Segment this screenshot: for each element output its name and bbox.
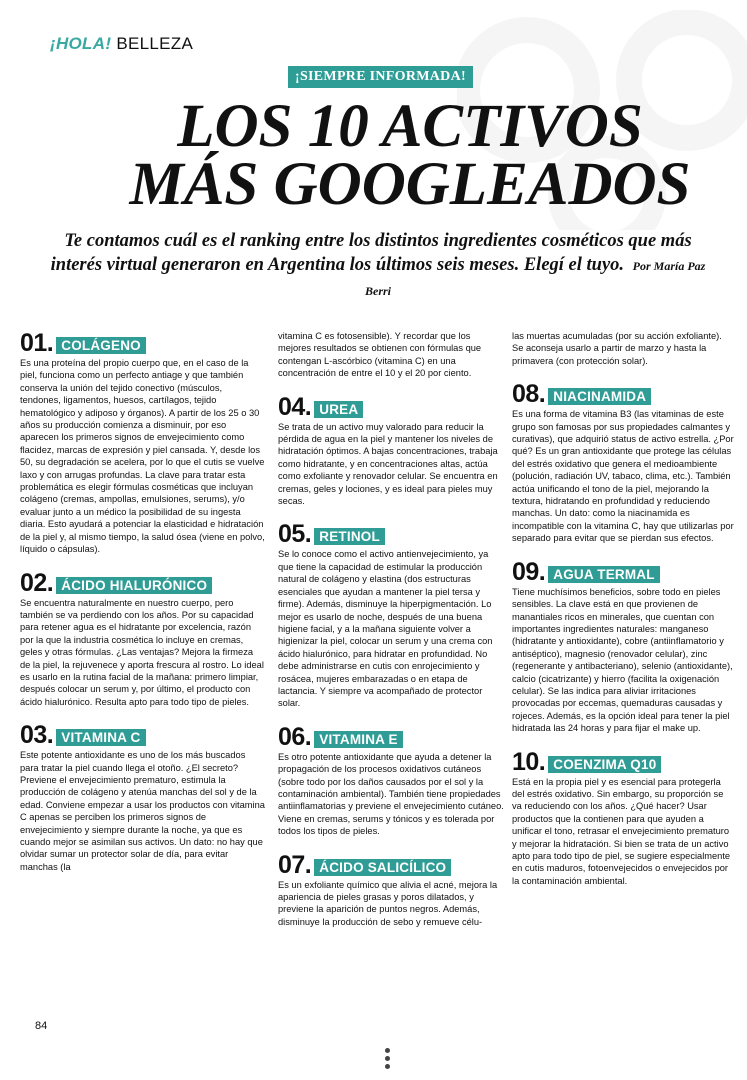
section-number: 04. — [278, 392, 312, 421]
section-heading — [20, 570, 265, 596]
column-3 — [512, 330, 734, 887]
section-body: Este potente antioxidante es uno de los más buscados para tratar la piel cuando llega el otoño. ¿El secreto? Previene el envejecimiento prematuro, estimula la producción de colágeno y atenúa manchas del sol y de la edad. Conviene empezar a usar los productos con vitamina C apenas se perciben los primeros signos de envejecimiento y siempre durante la noche, ya que es cuando mejor se asimilan sus activos. Un dato: no hay que olvidar sumar un protector solar de día, para evitar manchas (la — [20, 750, 265, 872]
section-heading — [278, 724, 506, 750]
article-title — [90, 93, 730, 218]
section-body: Es una proteína del propio cuerpo que, en el caso de la piel, funciona como un perfecto antiage y que también conserva la unión del tejido conectivo (músculos, tendones, ligamentos, huesos, cartílagos, tejido hematológico y adiposo y órganos). A partir de los 25 o 30 años su producción comienza a disminuir, por eso aparecen los primeros signos de envejecimiento como flacidez, marcas de expresión y piel cansada. Y, desde los 50, su degradación se acelera, por lo que el cutis se vuelve laxo y con arrugas profundas. La clave para tratar esta problemática es elegir fórmulas cosméticas que incluyan colágeno (cremas, ampollas, emulsiones, serums), y/o evaluar junto a un médico la posibilidad de su ingesta diaria. Esto ayudará a potenciar la elasticidad e hidratación de la piel y, al mismo tiempo, la salud ósea (viene en polvo, líquido o cápsulas). — [20, 358, 265, 555]
section-body: Es una forma de vitamina B3 (las vitaminas de este grupo son famosas por sus propiedades calmantes y curativas), que adquirió status de activo estrella. ¿Por qué? Es un gran antioxidante que protege las células del estrés oxidativo que genera el medioambiente (polución, radiación UV, tabaco, clima, etc.). También actúa unificando el tono de la piel, mejorando la textura, hidratando en profundidad y reduciendo manchas. Un dato: como la niacinamida es incompatible con la vitamina C, hay que utilizarlas por separado para evitar que se pierdan sus efectos. — [512, 409, 734, 544]
section-body: Se lo conoce como el activo antienvejecimiento, ya que tiene la capacidad de estimular la producción natural de colágeno y elastina (dos estructuras esenciales que ayudan a mantener la piel tersa y firme). Además, disminuye la hiperpigmentación. Lo mejor es usarlo de noche, después de una buena higiene facial, y a la mañana siguiente volver a higienizar la piel, colocar un serum y una crema con ácido hialurónico, para hidratar en profundidad. No debe administrarse en cutis con enrojecimiento y rosácea, mujeres embarazadas o en etapa de lactancia. Y siempre va acompañado de protector solar. — [278, 549, 493, 709]
section-heading — [512, 381, 734, 407]
magazine-header — [50, 34, 193, 54]
page-number: 84 — [35, 1020, 48, 1032]
deck-text: Te contamos cuál es el ranking entre los distintos ingredientes cosméticos que más interés virtual generaron en Argentina los últimos seis meses. Elegí el tuyo. — [50, 231, 692, 275]
section-heading — [278, 521, 506, 547]
section-number: 07. — [278, 850, 312, 879]
section-heading — [278, 394, 506, 420]
section-body: Se encuentra naturalmente en nuestro cuerpo, pero también se va perdiendo con los años. Por su capacidad para retener agua es el hidratante por excelencia, razón por la que la industria cosmética lo incluye en cremas, geles y otras fórmulas. ¿Las ventajas? Mejora la firmeza de la piel, la rejuvenece y aporta frescura al rostro. Lo ideal es usarlo en la rutina facial de la mañana: primero limpiar, después colocar un serum y, por último, el producto con ácido hialurónico. Resulta apto para todo tipo de pieles. — [20, 597, 264, 707]
section-label: ÁCIDO HIALURÓNICO — [56, 577, 212, 594]
section-number: 02. — [20, 568, 54, 597]
section-heading — [512, 749, 734, 775]
section-body: Tiene muchísimos beneficios, sobre todo en pieles sensibles. La clave está en que provienen de manantiales ricos en minerales, que cuentan con importantes ingredientes naturales: manganeso (hidratante y antioxidante), cobre (antiinflamatorio y antiséptico), magnesio (renovador celular), zinc (regenerante y antibacteriano), selenio (antioxidante), calcio (cicatrizante) y hierro (facilita la oxigenación celular). Se las indica para aliviar irritaciones provocadas por eccemas, quemaduras causadas y rojeces. Además, es la opción ideal para tener la piel hidratada las 24 horas y para fijar el make up. — [512, 586, 733, 734]
magazine-section: BELLEZA — [116, 34, 194, 53]
byline: Por María Paz Berri — [364, 259, 706, 298]
section-label: NIACINAMIDA — [548, 388, 651, 405]
section-label: COENZIMA Q10 — [548, 756, 661, 773]
section-label: UREA — [314, 401, 363, 418]
section-body: Es otro potente antioxidante que ayuda a detener la propagación de los procesos oxidativos cutáneos (sobre todo por los daños causados por el sol y la contaminación ambiental). También tiene propiedades antiinflamatorias y previene el envejecimiento cutáneo. Viene en cremas, serums y tónicos y es tolerada por todos los tipos de pieles. — [278, 751, 504, 837]
section-number: 10. — [512, 747, 546, 776]
section-body-continued: vitamina C es fotosensible). Y recordar que los mejores resultados se obtienen con fórmulas que contengan L-ascórbico (vitamina C) en una concentración de entre el 10 y el 20 por ciento. — [278, 331, 482, 379]
section-body: Está en la propia piel y es esencial para protegerla del estrés oxidativo. Sin embargo, su proporción se va reduciendo con los años. ¿Qué hacer? Usar productos que la contienen para que ayuden a unificar el tono, retrasar el envejecimiento prematuro y mejorar la hidratación. Si bien se trata de un activo apto para todo tipo de piel, se sugiere especialmente en cutis maduros, fotoenvejecidos o envejecidos por la contaminación ambiental. — [512, 776, 731, 886]
column-2 — [278, 330, 506, 928]
column-1 — [20, 330, 265, 873]
section-body: Se trata de un activo muy valorado para reducir la pérdida de agua en la piel y mantener los niveles de hidratación óptimos. A bajas concentraciones, trabaja como hidratante, y en concentraciones altas, actúa como exfoliante y renovador celular. Se encuentra en cremas, geles y lociones, y es ideal para pieles muy secas. — [278, 421, 498, 507]
section-label: ÁCIDO SALICÍLICO — [314, 859, 451, 876]
section-label: COLÁGENO — [56, 337, 146, 354]
section-body-continued: las muertas acumuladas (por su acción exfoliante). Se aconseja usarlo a partir de marzo y hasta la primavera (con protección solar). — [512, 331, 722, 366]
section-number: 03. — [20, 721, 54, 750]
section-number: 05. — [278, 520, 312, 549]
section-label: VITAMINA C — [56, 729, 145, 746]
section-number: 08. — [512, 380, 546, 409]
section-heading — [20, 722, 265, 748]
section-label: RETINOL — [314, 528, 385, 545]
section-label: VITAMINA E — [314, 731, 403, 748]
section-heading — [278, 852, 506, 878]
section-number: 01. — [20, 329, 54, 357]
title-line-2: MÁS GOOGLEADOS — [129, 151, 691, 218]
section-heading — [512, 559, 734, 585]
section-number: 09. — [512, 557, 546, 586]
article-deck — [48, 229, 708, 303]
title-line-1: LOS 10 ACTIVOS — [177, 93, 643, 160]
section-label: AGUA TERMAL — [548, 566, 659, 583]
more-vertical-icon[interactable] — [383, 1046, 391, 1072]
section-body: Es un exfoliante químico que alivia el acné, mejora la apariencia de pieles grasas y poros dilatados, y previene la aparición de puntos negros. Además, disminuye la producción de sebo y remueve célu- — [278, 879, 498, 927]
magazine-brand: ¡HOLA! — [50, 34, 112, 53]
section-heading — [20, 330, 265, 356]
section-number: 06. — [278, 722, 312, 751]
kicker-badge: ¡SIEMPRE INFORMADA! — [288, 66, 473, 88]
